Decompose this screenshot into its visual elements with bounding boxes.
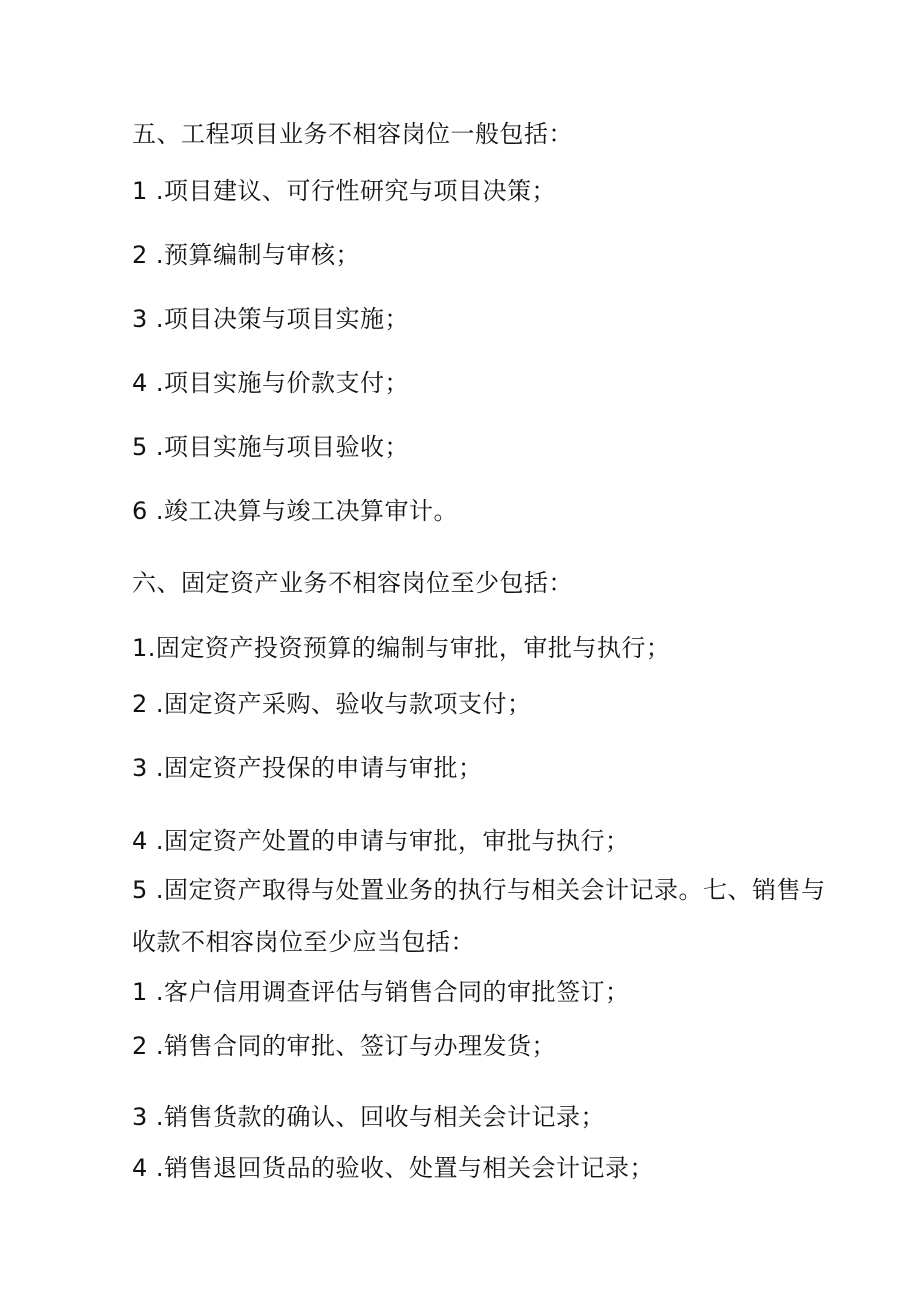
list-item: 4 .项目实施与价款支付； xyxy=(132,369,410,397)
list-item: 4 .销售退回货品的验收、处置与相关会计记录； xyxy=(132,1154,655,1182)
list-item: 5 .固定资产取得与处置业务的执行与相关会计记录。七、销售与 xyxy=(132,876,826,904)
list-item: 1 .项目建议、可行性研究与项目决策； xyxy=(132,177,557,205)
section-heading-7-continuation: 收款不相容岗位至少应当包括： xyxy=(132,928,475,956)
list-item: 3 .销售货款的确认、回收与相关会计记录； xyxy=(132,1103,606,1131)
list-item: 1.固定资产投资预算的编制与审批，审批与执行； xyxy=(132,634,671,662)
list-item: 2 .销售合同的审批、签订与办理发货； xyxy=(132,1032,557,1060)
list-item: 4 .固定资产处置的申请与审批，审批与执行； xyxy=(132,827,630,855)
section-heading-5: 五、工程项目业务不相容岗位一般包括： xyxy=(132,120,573,148)
list-item: 2 .预算编制与审核； xyxy=(132,241,361,269)
list-item: 5 .项目实施与项目验收； xyxy=(132,433,410,461)
list-item: 3 .固定资产投保的申请与审批； xyxy=(132,754,483,782)
list-item: 6 .竣工决算与竣工决算审计。 xyxy=(132,497,459,525)
list-item: 3 .项目决策与项目实施； xyxy=(132,305,410,333)
list-item: 1 .客户信用调查评估与销售合同的审批签订； xyxy=(132,978,630,1006)
list-item: 2 .固定资产采购、验收与款项支付； xyxy=(132,690,532,718)
section-heading-6: 六、固定资产业务不相容岗位至少包括： xyxy=(132,569,573,597)
